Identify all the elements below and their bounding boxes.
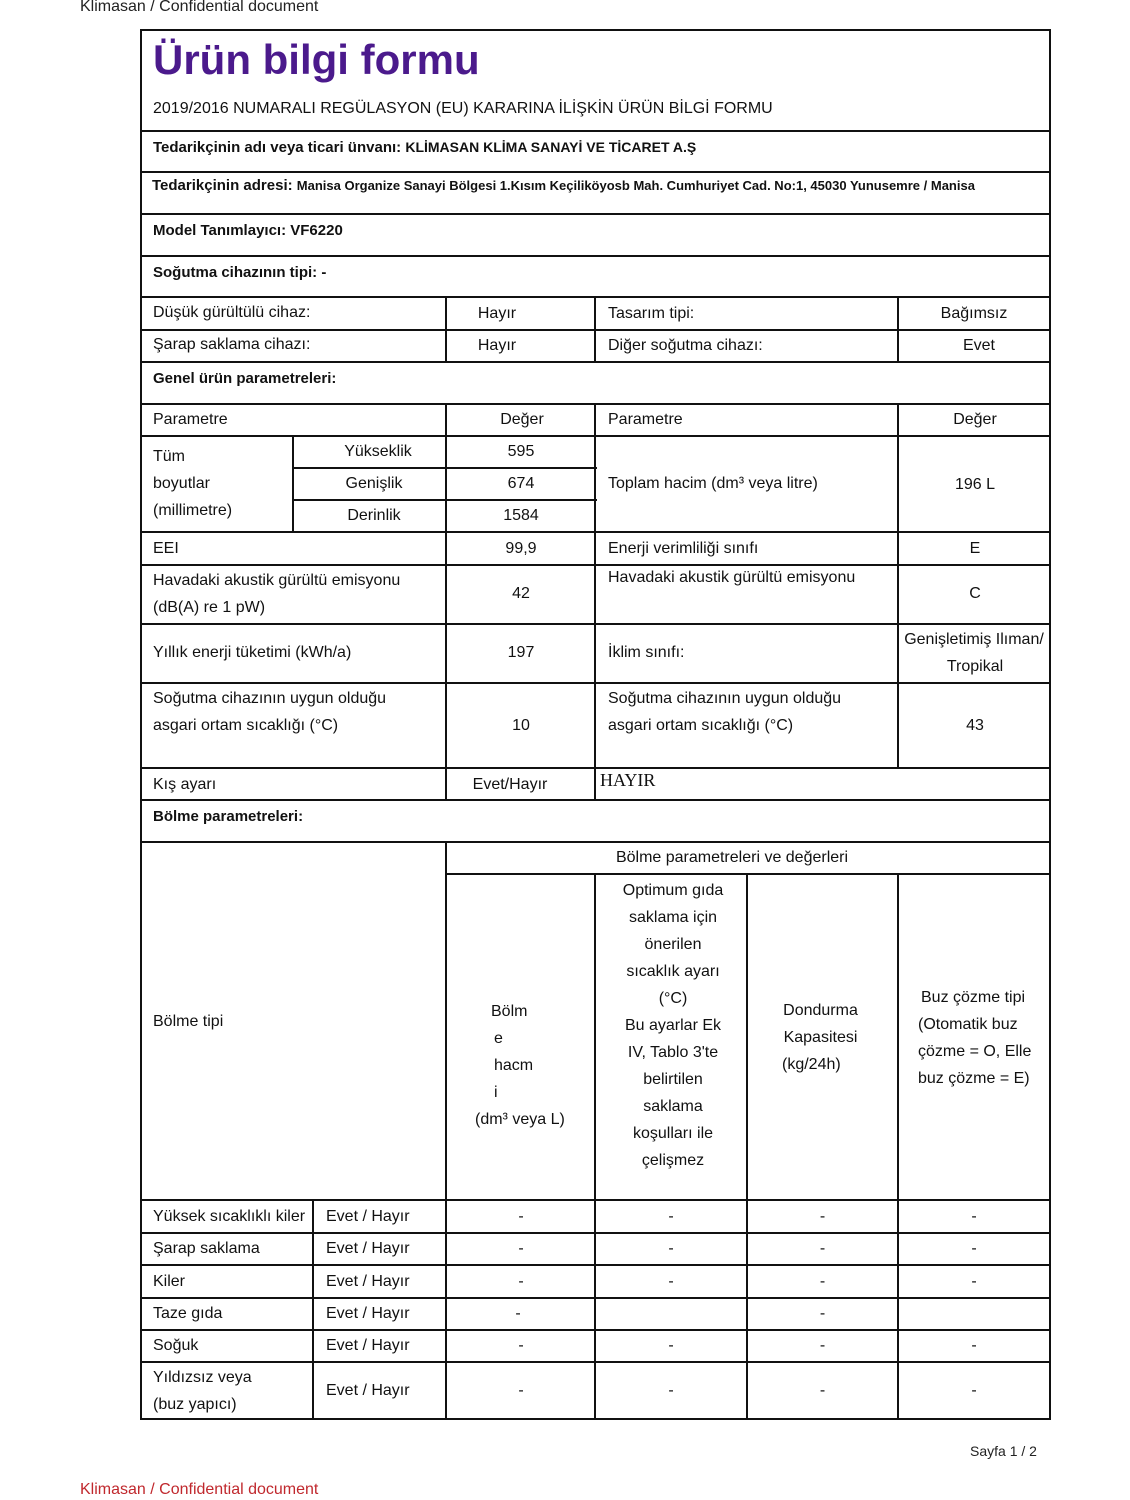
wine-value: Hayır — [477, 337, 517, 354]
width-value: 674 — [507, 475, 535, 492]
row-volume: - — [518, 1208, 524, 1225]
row-defrost: - — [971, 1337, 977, 1354]
row-temp: - — [668, 1208, 674, 1225]
design-type-label: Tasarım tipi: — [608, 305, 695, 322]
confidential-footer: Klimasan / Confidential document — [80, 1481, 319, 1498]
row-freeze: - — [819, 1382, 826, 1399]
row-freeze: - — [819, 1305, 826, 1322]
row-temp: - — [668, 1273, 674, 1290]
row-freeze: - — [819, 1240, 826, 1257]
row-yes-no: Evet / Hayır — [326, 1382, 410, 1399]
row-defrost: - — [971, 1240, 977, 1257]
row-freeze: - — [819, 1337, 826, 1354]
total-volume-value: 196 L — [954, 476, 996, 493]
row-temp: - — [668, 1337, 674, 1354]
eei-value: 99,9 — [505, 540, 537, 557]
row-name: Kiler — [153, 1273, 186, 1290]
climate-value-1: Genişletimiş Ilıman/ — [904, 631, 1044, 648]
row-name: Şarap saklama — [153, 1240, 260, 1257]
annual-energy-value: 197 — [507, 644, 535, 661]
row-yes-no: Evet / Hayır — [326, 1208, 410, 1225]
row-volume: - — [518, 1273, 524, 1290]
climate-value-2: Tropikal — [946, 658, 1004, 675]
max-temp-label-2: asgari ortam sıcaklığı (°C) — [608, 717, 794, 734]
row-yes-no: Evet / Hayır — [326, 1273, 410, 1290]
col-param-2: Parametre — [608, 411, 683, 428]
winter-label: Kış ayarı — [153, 776, 217, 793]
noise-label-2: (dB(A) re 1 pW) — [153, 599, 266, 616]
min-temp-label-1: Soğutma cihazının uygun olduğu — [153, 690, 387, 707]
wine-label: Şarap saklama cihazı: — [153, 336, 311, 353]
form-subtitle: 2019/2016 NUMARALI REGÜLASYON (EU) KARARINA İLİŞKİN ÜRÜN BİLGİ FORMU — [153, 100, 773, 117]
max-temp-label-1: Soğutma cihazının uygun olduğu — [608, 690, 842, 707]
row-freeze: - — [819, 1208, 826, 1225]
row-yes-no: Evet / Hayır — [326, 1305, 410, 1322]
cooling-type-value: - — [321, 264, 327, 281]
col-param-1: Parametre — [153, 411, 228, 428]
low-noise-value: Hayır — [477, 305, 517, 322]
noise-class-label: Havadaki akustik gürültü emisyonu — [608, 569, 856, 586]
width-label: Genişlik — [345, 475, 403, 492]
row-defrost: - — [971, 1208, 977, 1225]
energy-class-label: Enerji verimliliği sınıfı — [608, 540, 759, 557]
depth-value: 1584 — [503, 507, 539, 524]
row-name: Taze gıda — [153, 1305, 223, 1322]
cooling-type-row — [153, 259, 326, 286]
row-yes-no: Evet / Hayır — [326, 1240, 410, 1257]
row-defrost: - — [971, 1382, 977, 1399]
model-label: Model Tanımlayıcı: — [153, 222, 287, 239]
climate-label: İklim sınıfı: — [608, 644, 685, 661]
form-title: Ürün bilgi formu — [153, 36, 480, 83]
row-temp: - — [668, 1240, 674, 1257]
row-yes-no: Evet / Hayır — [326, 1337, 410, 1354]
energy-class-value: E — [969, 540, 981, 557]
model-row — [153, 217, 343, 244]
row-defrost: - — [971, 1273, 977, 1290]
min-temp-label-2: asgari ortam sıcaklığı (°C) — [153, 717, 339, 734]
noise-class-value: C — [969, 585, 981, 602]
height-value: 595 — [507, 443, 535, 460]
other-label: Diğer soğutma cihazı: — [608, 337, 763, 354]
compartments-group-header: Bölme parametreleri ve değerleri — [615, 849, 849, 866]
model-value: VF6220 — [290, 222, 343, 239]
depth-label: Derinlik — [347, 507, 401, 524]
col-value-2: Değer — [953, 411, 997, 428]
row-name: Yüksek sıcaklıklı kiler — [153, 1208, 306, 1225]
supplier-name-label: Tedarikçinin adı veya ticari ünvanı: — [153, 139, 402, 156]
dims-label-3: (millimetre) — [153, 502, 233, 519]
compartment-type-label: Bölme tipi — [153, 1013, 224, 1030]
row-volume: - — [518, 1240, 524, 1257]
row-name-2: (buz yapıcı) — [153, 1396, 237, 1413]
winter-value: HAYIR — [600, 770, 656, 790]
supplier-name-row — [153, 134, 696, 161]
cooling-type-label: Soğutma cihazının tipi: — [153, 264, 318, 281]
annual-energy-label: Yıllık enerji tüketimi (kWh/a) — [153, 644, 352, 661]
noise-label-1: Havadaki akustik gürültü emisyonu — [153, 572, 401, 589]
row-freeze: - — [819, 1273, 826, 1290]
noise-value: 42 — [512, 585, 530, 602]
supplier-name-value: KLİMASAN KLİMA SANAYİ VE TİCARET A.Ş — [405, 139, 697, 155]
supplier-address-value: Manisa Organize Sanayi Bölgesi 1.Kısım Keçiliköyosb Mah. Cumhuriyet Cad. No:1, 45030 Yunusemre / Manisa — [296, 178, 975, 193]
row-temp: - — [668, 1382, 674, 1399]
other-value: Evet — [962, 337, 995, 354]
compartments-heading: Bölme parametreleri: — [153, 808, 304, 825]
winter-options: Evet/Hayır — [472, 776, 548, 793]
dims-label-2: boyutlar — [153, 475, 210, 492]
eei-label: EEI — [153, 540, 179, 557]
total-volume-label: Toplam hacim (dm³ veya litre) — [608, 475, 818, 492]
max-temp-value: 43 — [966, 717, 984, 734]
page-number: Sayfa 1 / 2 — [970, 1443, 1037, 1459]
row-volume: - — [518, 1382, 524, 1399]
height-label: Yükseklik — [344, 443, 412, 460]
min-temp-value: 10 — [512, 717, 530, 734]
col-value-1: Değer — [500, 411, 544, 428]
row-volume: - — [515, 1305, 521, 1322]
row-volume: - — [518, 1337, 524, 1354]
design-type-value: Bağımsız — [940, 305, 1008, 322]
row-name: Yıldızsız veya — [153, 1369, 252, 1386]
confidential-header: Klimasan / Confidential document — [80, 0, 319, 15]
row-name: Soğuk — [153, 1337, 199, 1354]
supplier-address-label: Tedarikçinin adresi: — [152, 177, 293, 194]
low-noise-label: Düşük gürültülü cihaz: — [153, 304, 311, 321]
supplier-address-row — [152, 172, 975, 199]
general-heading: Genel ürün parametreleri: — [153, 370, 337, 387]
dims-label-1: Tüm — [153, 448, 185, 465]
